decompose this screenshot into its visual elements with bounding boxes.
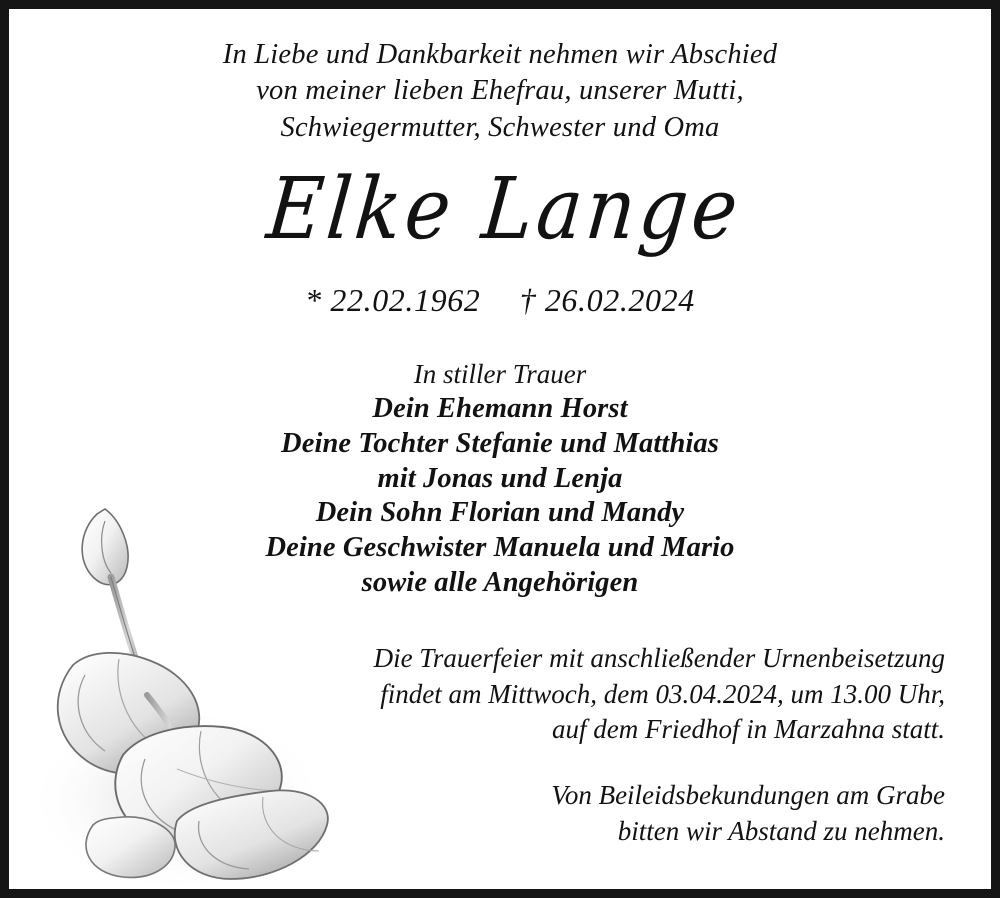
ceremony-details [49, 641, 951, 749]
mourning-lead: In stiller Trauer [413, 359, 587, 389]
closing-line-1: Von Beileidsbekundungen am Grabe [551, 780, 945, 811]
deceased-name: Elke Lange [263, 159, 746, 259]
mourner-line: mit Jonas und Lenja [377, 462, 623, 494]
birth-symbol: * [305, 282, 322, 318]
mourner-line: Deine Tochter Stefanie und Matthias [281, 427, 719, 459]
mourner-line: Deine Geschwister Manuela und Mario [265, 532, 735, 564]
intro-text [120, 37, 880, 146]
intro-line-1: In Liebe und Dankbarkeit nehmen wir Abschied [222, 39, 778, 70]
obituary-content [49, 37, 951, 850]
mourner-line: sowie alle Angehörigen [361, 566, 639, 598]
mourner-line: Dein Ehemann Horst [372, 393, 628, 424]
ceremony-line-2: findet am Mittwoch, dem 03.04.2024, um 13.00 Uhr, [380, 678, 945, 709]
death-date: 26.02.2024 [544, 282, 695, 318]
ceremony-line-3: auf dem Friedhof in Marzahna statt. [552, 714, 945, 745]
ceremony-line-1: Die Trauerfeier mit anschließender Urnenbeisetzung [373, 642, 945, 673]
birth-date: 22.02.1962 [330, 282, 481, 318]
death-symbol: † [519, 282, 537, 318]
intro-line-2: von meiner lieben Ehefrau, unserer Mutti, [256, 75, 744, 107]
life-dates [49, 282, 951, 319]
mourners-list [49, 392, 951, 601]
intro-line-3: Schwiegermutter, Schwester und Oma [280, 111, 720, 143]
mourner-line: Dein Sohn Florian und Mandy [315, 497, 685, 529]
closing-note [49, 778, 951, 850]
obituary-inner [9, 9, 991, 889]
closing-line-2: bitten wir Abstand zu nehmen. [617, 816, 945, 847]
